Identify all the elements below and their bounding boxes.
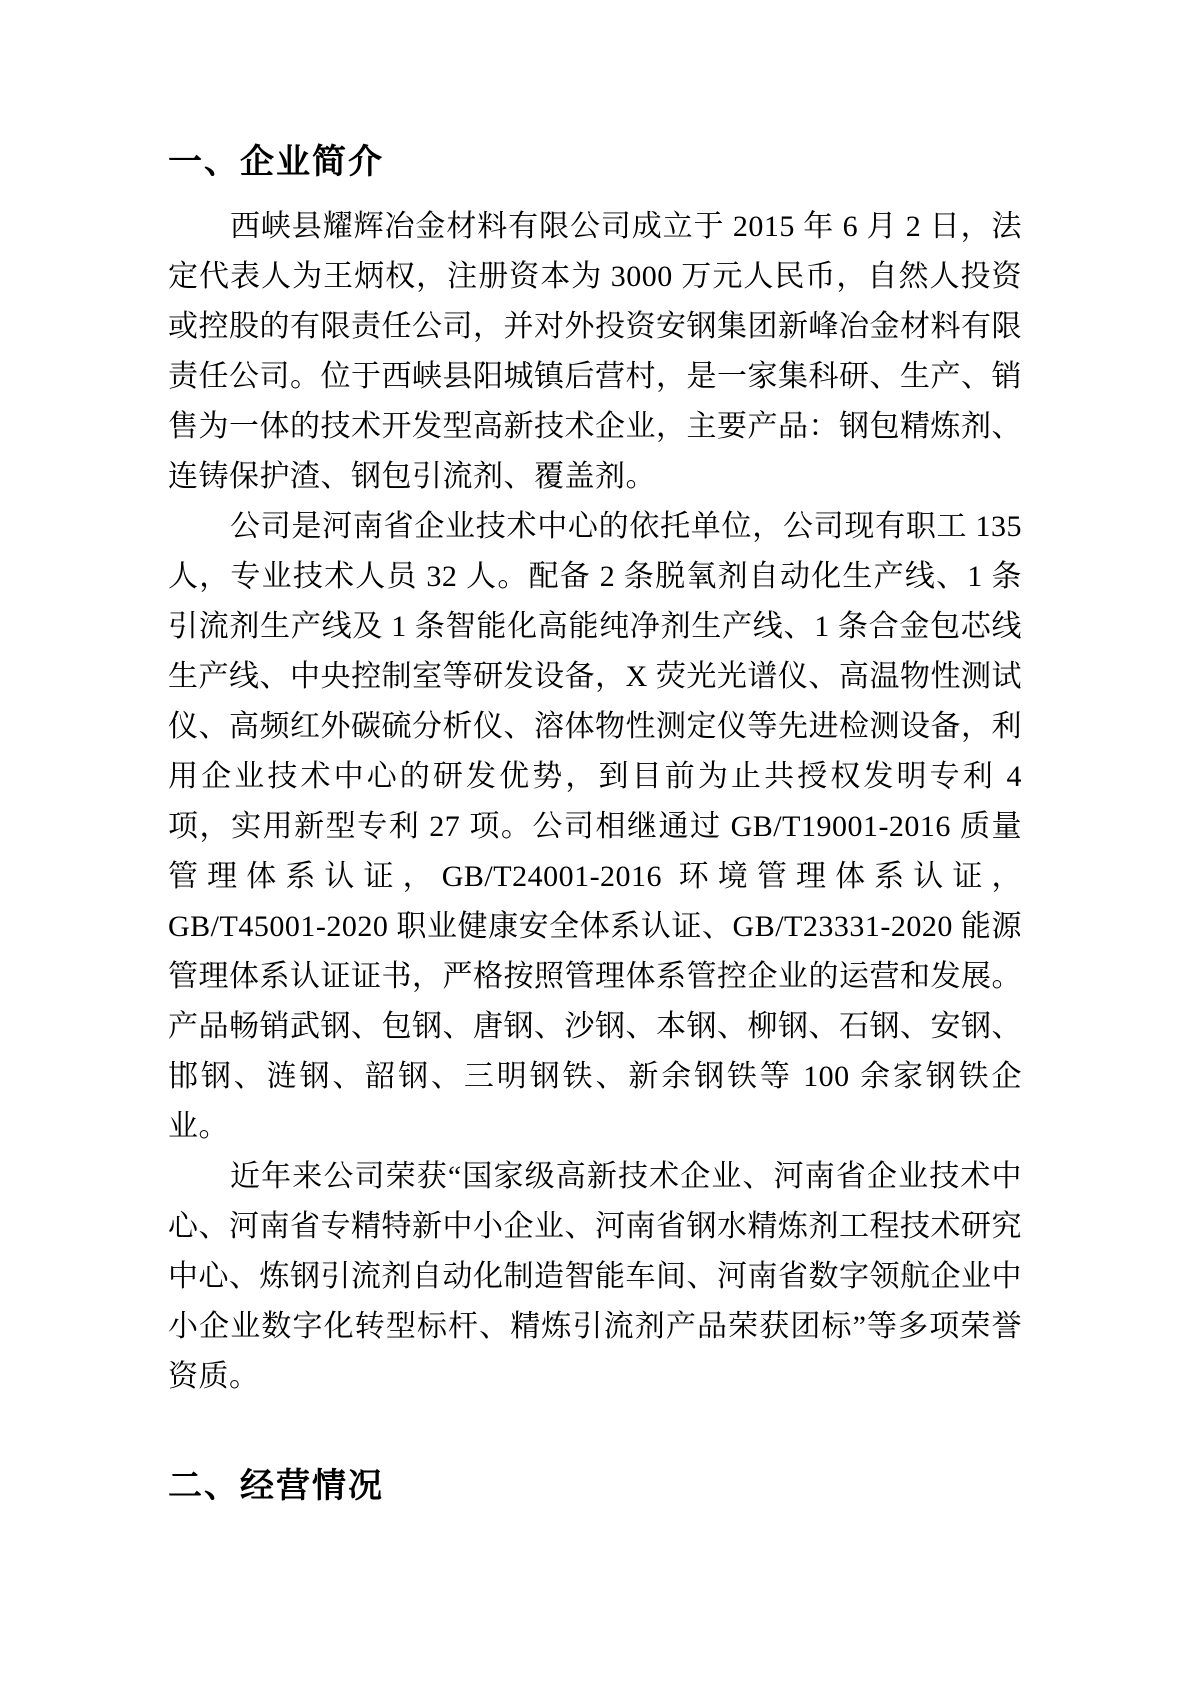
- para-honors: 近年来公司荣获“国家级高新技术企业、河南省企业技术中心、河南省专精特新中小企业、河南省钢水精炼剂工程技术研究中心、炼钢引流剂自动化制造智能车间、河南省数字领航企业中小企业数字化转型标杆、精炼引流剂产品荣获团标”等多项荣誉资质。: [168, 1160, 1022, 1393]
- para-company-overview: 西峡县耀辉冶金材料有限公司成立于 2015 年 6 月 2 日，法定代表人为王炳权，注册资本为 3000 万元人民币，自然人投资或控股的有限责任公司，并对外投资安钢集团新峰冶金材料有限责任公司。位于西峡县阳城镇后营村，是一家集科研、生产、销售为一体的技术开发型高新技术企业，主要产品：钢包精炼剂、连铸保护渣、钢包引流剂、覆盖剂。: [168, 210, 1022, 493]
- para-technology-capability: 公司是河南省企业技术中心的依托单位，公司现有职工 135 人，专业技术人员 32 人。配备 2 条脱氧剂自动化生产线、1 条引流剂生产线及 1 条智能化高能纯净剂生产线、1 条合金包芯线生产线、中央控制室等研发设备，X 荧光光谱仪、高温物性测试仪、高频红外碳硫分析仪、溶体物性测定仪等先进检测设备，利用企业技术中心的研发优势，到目前为止共授权发明专利 4 项，实用新型专利 27 项。公司相继通过 GB/T19001-2016 质量管理体系认证，GB/T24001-2016 环境管理体系认证，GB/T45001-2020 职业健康安全体系认证、GB/T23331-2020 能源管理体系认证证书，严格按照管理体系管控企业的运营和发展。产品畅销武钢、包钢、唐钢、沙钢、本钢、柳钢、石钢、安钢、邯钢、涟钢、韶钢、三明钢铁、新余钢铁等 100 余家钢铁企业。: [168, 510, 1022, 1143]
- heading-company-profile: 一、企业简介: [168, 143, 384, 181]
- heading-business-status: 二、经营情况: [168, 1467, 384, 1505]
